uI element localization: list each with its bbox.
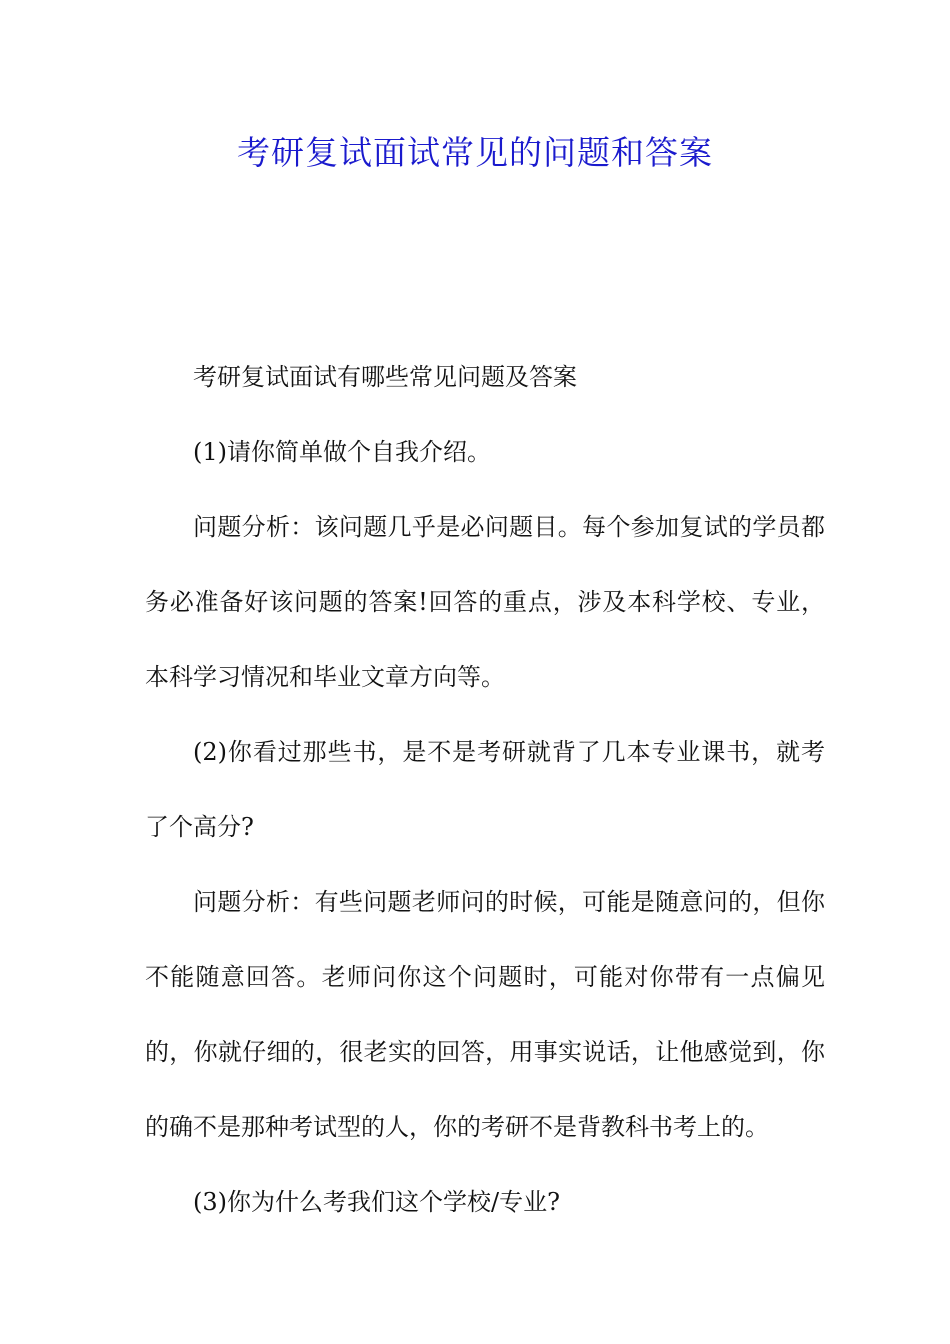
paragraph-analysis-2: 问题分析：有些问题老师问的时候，可能是随意问的，但你不能随意回答。老师问你这个问题时，可能对你带有一点偏见的，你就仔细的，很老实的回答，用事实说话，让他感觉到，你的确不是那种考试型的人，你的考研不是背教科书考上的。 bbox=[145, 888, 825, 1141]
paragraph-question-1: (1)请你简单做个自我介绍。 bbox=[193, 438, 491, 466]
document-title: 考研复试面试常见的问题和答案 bbox=[237, 133, 713, 172]
document-body bbox=[145, 340, 825, 1240]
paragraph-question-3: (3)你为什么考我们这个学校/专业? bbox=[193, 1188, 560, 1216]
paragraph-question-2: (2)你看过那些书，是不是考研就背了几本专业课书，就考了个高分? bbox=[145, 738, 825, 841]
paragraph-analysis-1: 问题分析：该问题几乎是必问题目。每个参加复试的学员都务必准备好该问题的答案!回答的重点，涉及本科学校、专业，本科学习情况和毕业文章方向等。 bbox=[145, 513, 825, 691]
paragraph-heading: 考研复试面试有哪些常见问题及答案 bbox=[193, 363, 577, 391]
